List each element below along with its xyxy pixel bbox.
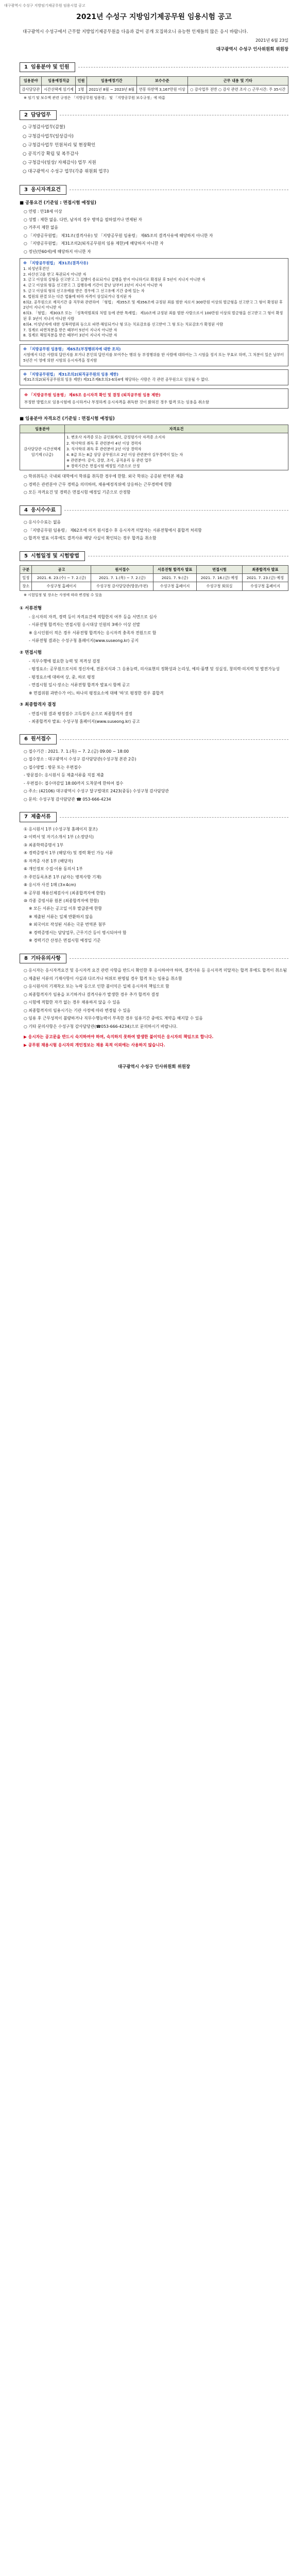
retiree-item: 제31조의2(퇴직공무원의 임용 제한) 제31조제6호의3·6의4에 해당하는 사람은 각 관련 공무원으로 임용될 수 없다. xyxy=(23,377,210,382)
field-req-note: ○ 학위취득은 국내외 대학에서 학위를 취득한 경우에 한함. 외국 학위는 공증된 번역본 제출 xyxy=(24,474,184,479)
schedule-cell: 일정 xyxy=(20,574,32,582)
misc-list xyxy=(20,968,288,1030)
important-item: ▶ 공무원 채용시험 응시자의 개인정보는 채용 목적 이외에는 사용하지 않습니다. xyxy=(24,1042,165,1047)
schedule-cell: 수성구청 회의실 xyxy=(196,582,242,590)
duty-item: ○ 구청감사(일상/ 자체감사) 업무 지원 xyxy=(23,160,96,166)
section-3-title: 3 응시자격요건 xyxy=(20,185,288,195)
method-sub3: ③ 최종합격자 결정 xyxy=(20,702,56,708)
table1-footnote: ※ 임기 및 보수액 관련 규정은 「지방공무원 임용령」 및 「지방공무원 보수규정」에 따름 xyxy=(24,95,165,100)
duties-list xyxy=(20,124,288,175)
doc-item: ② 이력서 및 자기소개서 1부 (소정양식) xyxy=(24,835,94,840)
schedule-table xyxy=(20,565,288,590)
schedule-header-cell: 구분 xyxy=(20,566,32,574)
footer-issuer: 대구광역시 수성구 인사위원회 위원장 xyxy=(117,1064,191,1070)
schedule-header-cell: 최종합격자 발표 xyxy=(242,566,288,574)
field-req-heading: ■ 임용분야 자격요건 (기준일 : 면접시험 예정일) xyxy=(20,416,115,422)
method-item: - 직무수행에 필요한 능력 및 적격성 검정 xyxy=(29,659,100,664)
doc-note: ※ 경력기간 산정은 면접시험 예정일 기준 xyxy=(29,938,101,943)
field-req-item: 1. 변호사 자격증 또는 공인회계사, 감정평가사 자격증 소지자 xyxy=(66,435,165,440)
section-5-title: 5 시험일정 및 시험방법 xyxy=(20,551,288,562)
field-req-item: 4. 8급 또는 8급 상당 공무원으로 2년 이상 관련분야 실무경력이 있는 자 xyxy=(66,452,183,457)
doc-note: ※ 제출된 서류는 일체 반환하지 않음 xyxy=(29,914,93,919)
page-title: 2021년 수성구 지방임기제공무원 임용시험 공고 xyxy=(76,12,232,21)
disqualification-item: 6의4. 미성년자에 대한 성폭력범죄 등으로 파면·해임되거나 형 또는 치료감호를 선고받아 그 형 또는 치료감호가 확정된 사람 xyxy=(23,321,224,327)
doc-item: ③ 최종학력증명서 1부 xyxy=(24,842,64,848)
duty-item: ○ 공직기강 확립 및 복무감사 xyxy=(23,151,79,157)
field-req-note: ○ 경력은 관련분야 근무 경력을 의미하며, 채용예정직위에 상응하는 근무경력에 한함 xyxy=(24,482,172,487)
schedule-cell: 장소 xyxy=(20,582,32,590)
doc-item: ④ 경력증명서 1부 (해당자) 및 경력 확인 가능 서류 xyxy=(24,851,113,856)
section-2-title: 2 담당업무 xyxy=(20,110,288,121)
disqualification-item: 6의3. 「형법」 제303조 또는 「성폭력범죄의 처벌 등에 관한 특례법」 제10조에 규정된 죄를 범한 사람으로서 100만원 이상의 벌금형을 선고받고 그 형이 확정된 후 3년이 지나지 아니한 사람 xyxy=(23,311,283,321)
apply-item: ○ 접수방법 : 방문 또는 우편접수 xyxy=(24,765,82,770)
schedule-header-cell: 서류전형 합격자 발표 xyxy=(153,566,197,574)
disqualification-item: 7. 징계로 파면처분을 받은 때부터 5년이 지나지 아니한 자 xyxy=(23,327,117,332)
doc-item: ⑧ 응시자 사진 1매 (3×4cm) xyxy=(24,883,76,888)
section-8-title: 8 기타유의사항 xyxy=(20,954,288,964)
disqualification-item: 6. 법원의 판결 또는 다른 법률에 따라 자격이 상실되거나 정지된 자 xyxy=(23,294,132,299)
fraud-notice: ※ 「지방공무원 임용령」 제65조 응시자격 확인 및 결정 (퇴직공무원 임용 제한) 부정한 방법으로 임용시험에 응시하거나 부정하게 응시자격을 취득한 것이 밝혀진 경우 합격 또는 임용을 취소함 xyxy=(20,388,288,409)
method-sub1: ① 서류전형 xyxy=(20,605,42,611)
method-item: - 평정요소에 대하여 상, 중, 하로 평정 xyxy=(29,674,95,680)
apply-item: - 우편접수: 접수마감일 18:00까지 도착분에 한하여 접수 xyxy=(24,781,124,786)
docs-notes xyxy=(20,906,288,944)
table-cell: 시간선택제 임기제 xyxy=(42,85,76,93)
duty-item: ○ 구청감사업무(감찰) xyxy=(23,125,65,130)
misc-item: ○ 응시자는 응시자격요건 및 응시자격 요건 관련 사항을 반드시 확인한 후 응시하여야 하며, 결격사유 등 응시자격 미달자는 합격 후에도 합격이 취소됨 xyxy=(24,968,287,973)
schedule-cell: 2021. 7. 16.(금) 예정 xyxy=(196,574,242,582)
table-header-cell: 임용예정직급 xyxy=(42,77,76,85)
schedule-cell: 2021. 7. 23.(금) 예정 xyxy=(242,574,288,582)
disqualification-item: 6의2. 공무원으로 재직기간 중 직무와 관련하여 「형법」 제355조 및 제356조에 규정된 죄를 범한 자로서 300만원 이상의 벌금형을 선고받고 그 형이 확정된 후 2년이 지나지 아니한 자 xyxy=(23,299,283,310)
section-6-title: 6 원서접수 xyxy=(20,734,288,744)
requirement-item: ○ 정년(만60세)에 해당하지 아니한 자 xyxy=(24,249,91,254)
doc-note: ※ 모든 서류는 공고일 이후 발급분에 한함 xyxy=(29,906,102,911)
schedule-header-cell: 공고 xyxy=(32,566,91,574)
schedule-cell: 수성구청 홈페이지 xyxy=(153,582,197,590)
duty-item: ○ 대구광역시 수성구 업무(각종 위원회 업무) xyxy=(23,169,109,175)
misc-item: ○ 제출된 서류의 기재사항이 사실과 다르거나 허위로 판명될 경우 합격 또는 임용을 취소함 xyxy=(24,976,182,981)
doc-note: ※ 외국어로 작성된 서류는 국문 번역본 첨부 xyxy=(29,922,106,927)
section-7-title: 7 제출서류 xyxy=(20,812,288,822)
apply-item: ○ 주소: (42106) 대구광역시 수성구 달구벌대로 2423(중동) 수성구청 감사담당관 xyxy=(24,789,169,794)
docs-list xyxy=(20,826,288,905)
table-cell: 2021년 8월 ~ 2023년 8월 xyxy=(87,85,136,93)
method-item: - 서류전형 결과는 수성구청 홈페이지(www.suseong.kr) 공지 xyxy=(29,638,139,643)
schedule-footnote: ※ 시험일정 및 장소는 사정에 따라 변경될 수 있음 xyxy=(24,592,102,597)
requirement-item: ○ 「지방공무원법」 제31조(결격사유) 및 「지방공무원 임용령」 제65조의 결격사유에 해당하지 아니한 자 xyxy=(24,233,213,238)
method-item: ※ 면접위원 과반수가 어느 하나의 평정요소에 대해 '하'로 평정한 경우 불합격 xyxy=(29,690,164,696)
apply-item: ○ 접수기간 : 2021. 7. 1.(목) ~ 7. 2.(금) 09:00 ~ 18:00 xyxy=(24,749,129,754)
misc-item: ○ 시험에 적합한 자가 없는 경우 채용하지 않을 수 있음 xyxy=(24,1000,121,1005)
method-item: - 최종합격자 발표: 수성구청 홈페이지(www.suseong.kr) 공고 xyxy=(29,719,140,724)
requirement-item: ○ 연령 : 만18세 이상 xyxy=(24,209,62,214)
method-item: - 면접시험 일시·장소는 서류전형 합격자 발표시 함께 공고 xyxy=(29,683,130,688)
fee-item: ○ 응시수수료는 없음 xyxy=(24,520,61,525)
table-header-cell: 임용분야 xyxy=(20,77,42,85)
schedule-cell: 2021. 7. 1.(목) ~ 7. 2.(금) xyxy=(91,574,153,582)
field-req-item: 3. 석사학위 취득 후 관련분야 2년 이상 경력자 xyxy=(66,446,142,451)
disqualification-item: 8. 징계로 해임처분을 받은 때부터 3년이 지나지 아니한 자 xyxy=(23,333,117,338)
doc-item: ⑤ 자격증 사본 1부 (해당자) xyxy=(24,858,73,863)
method-item: - 응시자의 자격, 경력 등이 자격요건에 적합한지 여부 등을 서면으로 심사 xyxy=(29,614,157,619)
intro-text: 대구광역시 수성구에서 근무할 지방임기제공무원을 다음과 같이 공개 모집하오니 유능한 인재들의 많은 응시 바랍니다. xyxy=(23,29,248,35)
important-item: ▶ 응시자는 공고문을 반드시 숙지하여야 하며, 숙지하지 못하여 발생한 불이익은 응시자의 책임으로 합니다. xyxy=(24,1035,214,1040)
issuer: 대구광역시 수성구 인사위원회 위원장 xyxy=(216,46,288,52)
fee-item: ○ 합격자 발표 이후에도 결격사유 해당 사실이 확인되는 경우 합격을 취소함 xyxy=(24,536,157,541)
doc-item: ⑨ 공무원 채용신체검사서 (최종합격자에 한함) xyxy=(24,890,106,895)
doc-item: ⑩ 각종 증빙서류 원본 (최종합격자에 한함) xyxy=(24,898,99,903)
disqualification-item: 4. 금고 이상의 형을 선고받고 그 집행유예 기간이 끝난 날부터 2년이 지나지 아니한 자 xyxy=(23,283,163,288)
misconduct-box: ※ 「지방공무원 임용령」 제65조(부정행위자에 대한 조치) 시험에서 다른 사람의 답안지를 보거나 본인의 답안지를 보여주는 행위 등 부정행위를 한 사람에 대하여는 그 시험을 정지 또는 무효로 하며, 그 처분이 있은 날부터 5년간 이 영에 의한 시험의 응시자격을 정지함 xyxy=(20,344,288,366)
table-cell: 연봉 하한액 3,167만원 이상 xyxy=(136,85,187,93)
announce-date: 2021년 6월 23일 xyxy=(255,38,288,43)
fee-list xyxy=(20,519,288,541)
disqualification-box: ※ 「지방공무원법」 제31조(결격사유) 1. 피성년후견인 2. 파산선고를 받고 복권되지 아니한 자 3. 금고 이상의 실형을 선고받고 그 집행이 종료되거나 집행을 받지 아니하기로 확정된 후 5년이 지나지 아니한 자 4. 금고 이상의 형을 선고받고 그 집행유예 기간이 끝난 날부터 2년이 지나지 아니한 자 5. 금고 이상의 형의 선고유예를 받은 경우에 그 선고유예 기간 중에 있는 자 6. 법원의 판결 또는 다른 법률에 따라 자격이 상실되거나 정지된 자 6의2. 공무원으로 재직기간 중 직무와 관련하여 「형법」 제355조 및 제356조에 규정된 죄를 범한 자로서 300만원 이상의 벌금형을 선고받고 그 형이 확정된 후 2년이 지나지 아니한 자 6의3. 「형법」 제303조 또는 「성폭력범죄의 처벌 등에 관한 특례법」 제10조에 규정된 죄를 범한 사람으로서 100만원 이상의 벌금형을 선고받고 그 형이 확정된 후 3년이 지나지 아니한 사람 6의4. 미성년자에 대한 성폭력범죄 등으로 파면·해임되거나 형 또는 치료감호를 선고받아 그 형 또는 치료감호가 확정된 사람 7. 징계로 파면처분을 받은 때부터 5년이 지나지 아니한 자 8. 징계로 해임처분을 받은 때부터 3년이 지나지 아니한 자 xyxy=(20,258,288,341)
section-1-title: 1 임용분야 및 인원 xyxy=(20,62,288,73)
table-header-cell: 임용예정기간 xyxy=(87,77,136,85)
schedule-cell: 수성구청 홈페이지 xyxy=(242,582,288,590)
misc-item: ○ 최종합격자의 임용시기는 기관 사정에 따라 변경될 수 있음 xyxy=(24,1008,131,1013)
table-cell: 1명 xyxy=(76,85,87,93)
schedule-cell: 수성구청 홈페이지 xyxy=(32,582,91,590)
table-header-cell: 근무 내용 및 기타 xyxy=(187,77,288,85)
schedule-header-cell: 원서접수 xyxy=(91,566,153,574)
disqualification-item: 2. 파산선고를 받고 복권되지 아니한 자 xyxy=(23,272,87,277)
method-item: - 서류전형 합격자는 면접시험 응시대상 인원의 3배수 이상 선발 xyxy=(29,622,140,628)
misc-item: ○ 최종합격자가 임용을 포기하거나 결격사유가 발생한 경우 추가 합격자 결정 xyxy=(24,992,159,997)
method-item: - 면접시험 결과 평정점수 고득점자 순으로 최종합격자 결정 xyxy=(29,711,132,716)
duty-item: ○ 구청감사업무 민원처리 및 현장확인 xyxy=(23,142,96,148)
requirement-item: ○ 「지방공무원법」 제31조의2(퇴직공무원의 임용 제한)에 해당하지 아니한 자 xyxy=(24,241,164,246)
requirement-item: ○ 거주지 제한 없음 xyxy=(24,225,58,230)
apply-list xyxy=(20,749,288,803)
field-req-table: 임용분야 자격요건 감사담당관 시간선택제 임기제 (나급) 1. 변호사 자격증 또는 공인회계사, 감정평가사 자격증 소지자 2. 학사학위 취득 후 관련분야 4년 이상 경력자 3. 석사학위 취득 후 관련분야 2년 이상 경력자 4. 8급 또는 8급 상당 공무원으로 2년 이상 관련분야 실무경력이 있는 자 ※ 관련분야: 감사, 감찰, 조사, 공직윤리 등 관련 업무 ※ 경력기간은 면접시험 예정일 기준으로 산정 xyxy=(20,425,288,470)
section-4-title: 4 응시수수료 xyxy=(20,505,288,516)
field-req-item: ※ 관련분야: 감사, 감찰, 조사, 공직윤리 등 관련 업무 xyxy=(66,458,152,463)
disqualification-item: 3. 금고 이상의 실형을 선고받고 그 집행이 종료되거나 집행을 받지 아니하기로 확정된 후 5년이 지나지 아니한 자 xyxy=(23,277,206,282)
apply-item: ○ 문의: 수성구청 감사담당관 ☎ 053-666-4234 xyxy=(24,796,111,802)
important-notes xyxy=(20,1034,288,1048)
schedule-cell: 2021. 7. 9.(금) xyxy=(153,574,197,582)
schedule-header-cell: 면접시험 xyxy=(196,566,242,574)
fee-item: ○ 「지방공무원 임용령」 제62조에 의거 원서접수 후 응시자격 미달자는 서류전형에서 불합격 처리함 xyxy=(24,528,202,533)
table-header-cell: 보수수준 xyxy=(136,77,187,85)
misconduct-item: 시험에서 다른 사람의 답안지를 보거나 본인의 답안지를 보여주는 행위 등 부정행위를 한 사람에 대하여는 그 시험을 정지 또는 무효로 하며, 그 처분이 있은 날부터 5년간 이 영에 의한 시험의 응시자격을 정지함 xyxy=(23,352,284,363)
table-cell: ○ 감사업무 전반 ○ 감사 관련 조사 ○ 근무시간: 주 35시간 xyxy=(187,85,288,93)
retiree-box: ※ 「지방공무원법」 제31조의2(퇴직공무원의 임용 제한) 제31조의2(퇴직공무원의 임용 제한) 제31조제6호의3·6의4에 해당하는 사람은 각 관련 공무원으로 임용될 수 없다. xyxy=(20,369,288,386)
common-req-heading: ■ 공통요건 (기준일 : 면접시험 예정일) xyxy=(20,200,96,206)
misc-item: ○ 기타 문의사항은 수성구청 감사담당관(☎053-666-4234)으로 문의하시기 바랍니다. xyxy=(24,1024,178,1029)
field-req-item: 2. 학사학위 취득 후 관련분야 4년 이상 경력자 xyxy=(66,440,142,446)
doc-item: ① 응시원서 1부 (수성구청 홈페이지 참조) xyxy=(24,826,98,832)
disqualification-item: 1. 피성년후견인 xyxy=(23,266,49,271)
top-note: 대구광역시 수성구 지방임기제공무원 임용시험 공고 xyxy=(4,4,85,8)
method-item: - 평정요소: 공무원으로서의 정신자세, 전문지식과 그 응용능력, 의사표현의 정확성과 논리성, 예의·품행 및 성실성, 창의력·의지력 및 발전가능성 xyxy=(29,667,280,672)
table-cell: 감사담당관 xyxy=(20,85,42,93)
schedule-cell: 2021. 6. 23.(수) ~ 7. 2.(금) xyxy=(32,574,91,582)
common-req-list xyxy=(20,209,288,255)
doc-item: ⑥ 개인정보 수집·이용 동의서 1부 xyxy=(24,867,83,872)
positions-table xyxy=(20,76,288,93)
doc-note: ※ 경력증명서는 담당업무, 근무기간 등이 명시되어야 함 xyxy=(29,930,127,935)
disqualification-item: 5. 금고 이상의 형의 선고유예를 받은 경우에 그 선고유예 기간 중에 있는 자 xyxy=(23,288,145,293)
requirement-item: ○ 성별 : 제한 없음. 다만, 남자의 경우 병역을 필하였거나 면제된 자 xyxy=(24,217,142,222)
field-req-notes xyxy=(20,473,288,496)
method-sub2: ② 면접시험 xyxy=(20,650,42,655)
method-item: ※ 응시인원이 적은 경우 서류전형 합격자는 응시자격 충족자 전원으로 함 xyxy=(29,630,157,635)
field-req-item: ※ 경력기간은 면접시험 예정일 기준으로 산정 xyxy=(66,464,140,469)
field-req-note: ○ 모든 자격요건 및 경력은 면접시험 예정일 기준으로 산정함 xyxy=(24,490,131,495)
table-header-cell: 인원 xyxy=(76,77,87,85)
misc-item: ○ 임용 후 근무성적이 불량하거나 직무수행능력이 부족한 경우 임용기간 중에도 계약을 해지할 수 있음 xyxy=(24,1016,203,1021)
schedule-cell: 수성구청 감사담당관(방문/우편) xyxy=(91,582,153,590)
misc-item: ○ 응시원서의 기재착오 또는 누락 등으로 인한 불이익은 일체 응시자의 책임으로 함 xyxy=(24,984,169,989)
doc-item: ⑦ 주민등록초본 1부 (남자는 병적사항 기재) xyxy=(24,874,101,879)
duty-item: ○ 구청감사업무(일상감사) xyxy=(23,133,74,139)
apply-item: - 방문접수: 응시원서 등 제출서류를 직접 제출 xyxy=(24,773,104,778)
apply-item: ○ 접수장소 : 대구광역시 수성구 감사담당관(수성구청 본관 2층) xyxy=(24,757,136,762)
